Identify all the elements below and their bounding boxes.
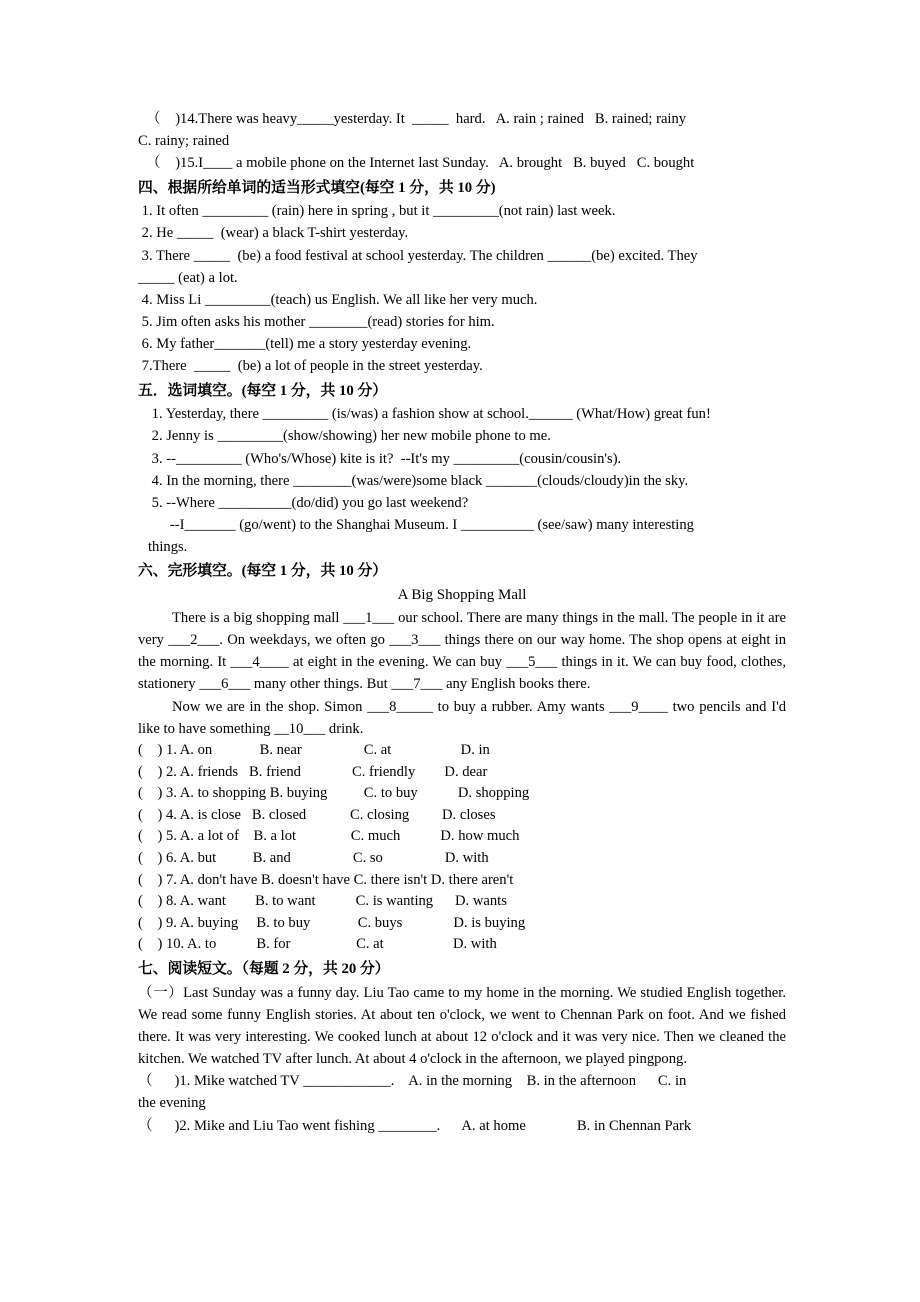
section-5-heading: 五．选词填空。(每空 1 分，共 10 分） bbox=[138, 382, 388, 399]
section-4-item-5: 5. Jim often asks his mother ________(read) stories for him. bbox=[138, 314, 495, 331]
section-4-item-3: 3. There _____ (be) a food festival at school yesterday. The children ______(be) excited. They bbox=[138, 247, 698, 264]
section-5-item-5-answer: --I_______ (go/went) to the Shanghai Museum. I __________ (see/saw) many interesting bbox=[148, 517, 694, 534]
section-4-heading: 四、根据所给单词的适当形式填空(每空 1 分，共 10 分) bbox=[138, 179, 496, 196]
section-7-heading: 七、阅读短文。（每题 2 分，共 20 分） bbox=[138, 960, 390, 977]
section-6-option-4: ( ) 4. A. is close B. closed C. closing D. closes bbox=[138, 806, 496, 823]
section-7-question-1: （ )1. Mike watched TV ____________. A. in the morning B. in the afternoon C. in bbox=[138, 1073, 687, 1090]
section-6-paragraph-1: There is a big shopping mall ___1___ our school. There are many things in the mall. The people in it are very ___2___. On weekdays, we often go ___3___ things there on our way home. The shop opens at eight in the morning. It ___4____ at eight in the evening. We can buy ___5___ things in it. We can buy food, clothes, stationery ___6___ many other things. But ___7___ any English books there. bbox=[138, 609, 786, 693]
section-6-paragraph-2: Now we are in the shop. Simon ___8_____ to buy a rubber. Amy wants ___9____ two pencils and I'd like to have something __10___ drink. bbox=[138, 698, 786, 737]
section-6-option-5: ( ) 5. A. a lot of B. a lot C. much D. how much bbox=[138, 828, 520, 845]
section-5-item-2: 2. Jenny is _________(show/showing) her new mobile phone to me. bbox=[148, 428, 551, 445]
section-7-question-2: （ )2. Mike and Liu Tao went fishing ________. A. at home B. in Chennan Park bbox=[138, 1117, 692, 1134]
section-5-item-5-cont: things. bbox=[148, 539, 188, 556]
section-4-item-3-cont: _____ (eat) a lot. bbox=[138, 269, 238, 286]
section-6-option-9: ( ) 9. A. buying B. to buy C. buys D. is buying bbox=[138, 914, 526, 931]
section-6-title: A Big Shopping Mall bbox=[397, 587, 527, 604]
section-5-item-3: 3. --_________ (Who's/Whose) kite is it? --It's my _________(cousin/cousin's). bbox=[148, 450, 622, 467]
section-7-passage: （一）Last Sunday was a funny day. Liu Tao came to my home in the morning. We studied English together. We read some funny English stories. At about ten o'clock, we went to Chennan Park on foot. And we fished there. It was very interesting. We cooked lunch at about 12 o'clock and it was very nice. Then we cleaned the kitchen. We watched TV after lunch. At about 4 o'clock in the afternoon, we played pingpong. bbox=[138, 984, 786, 1068]
section-5-item-1: 1. Yesterday, there _________ (is/was) a fashion show at school.______ (What/How) great fun! bbox=[148, 406, 711, 423]
document-body bbox=[138, 108, 786, 1137]
section-5-item-4: 4. In the morning, there ________(was/were)some black _______(clouds/cloudy)in the sky. bbox=[148, 472, 689, 489]
section-6-option-1: ( ) 1. A. on B. near C. at D. in bbox=[138, 741, 490, 758]
question-14-cont: C. rainy; rained bbox=[138, 133, 230, 150]
section-4-item-7: 7.There _____ (be) a lot of people in the street yesterday. bbox=[138, 358, 483, 375]
section-6-option-3: ( ) 3. A. to shopping B. buying C. to buy D. shopping bbox=[138, 785, 530, 802]
section-6-option-10: ( ) 10. A. to B. for C. at D. with bbox=[138, 936, 497, 953]
question-14: （ )14.There was heavy_____yesterday. It _____ hard. A. rain ; rained B. rained; rainy bbox=[146, 111, 687, 127]
section-4-item-6: 6. My father_______(tell) me a story yesterday evening. bbox=[138, 336, 472, 353]
section-4-item-1: 1. It often _________ (rain) here in spring , but it _________(not rain) last week. bbox=[138, 203, 616, 220]
section-6-heading: 六、完形填空。(每空 1 分，共 10 分） bbox=[138, 563, 388, 580]
section-4-item-2: 2. He _____ (wear) a black T-shirt yesterday. bbox=[138, 225, 409, 242]
section-5-item-5: 5. --Where __________(do/did) you go last weekend? bbox=[148, 494, 469, 511]
question-15: （ )15.I____ a mobile phone on the Internet last Sunday. A. brought B. buyed C. bought bbox=[146, 155, 695, 172]
section-6-option-7: ( ) 7. A. don't have B. doesn't have C. there isn't D. there aren't bbox=[138, 871, 514, 888]
section-4-item-4: 4. Miss Li _________(teach) us English. We all like her very much. bbox=[138, 291, 538, 308]
section-6-option-6: ( ) 6. A. but B. and C. so D. with bbox=[138, 849, 489, 866]
section-7-question-1-cont: the evening bbox=[138, 1095, 206, 1112]
section-6-option-2: ( ) 2. A. friends B. friend C. friendly D. dear bbox=[138, 763, 488, 780]
section-6-option-8: ( ) 8. A. want B. to want C. is wanting D. wants bbox=[138, 893, 507, 910]
